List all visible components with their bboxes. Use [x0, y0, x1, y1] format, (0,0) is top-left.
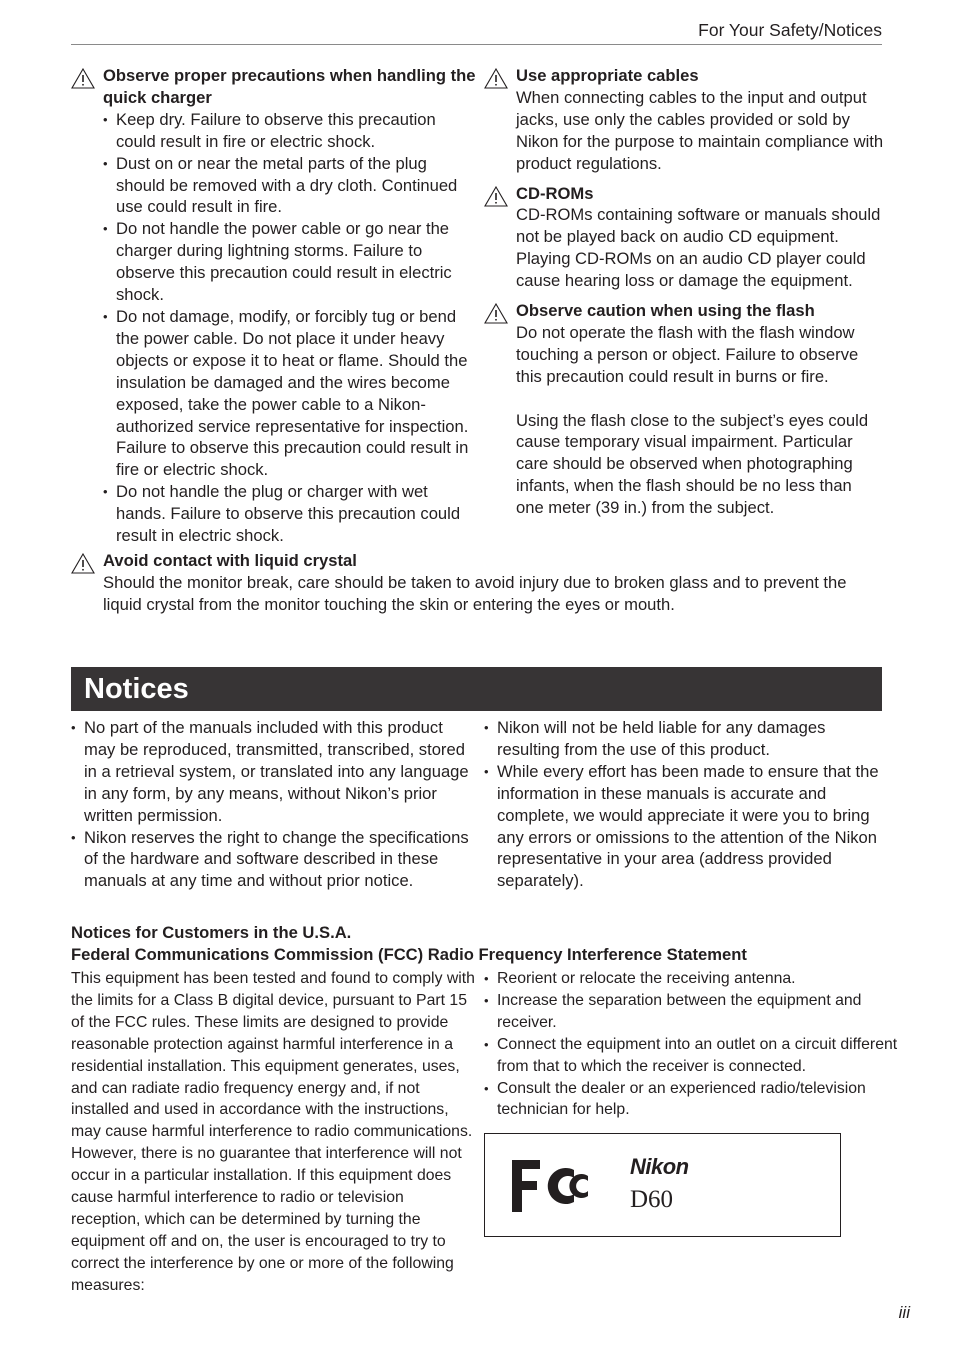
- caution-title: CD-ROMs: [516, 183, 594, 203]
- bullet-item: • Nikon reserves the right to change the specifications of the hardware and software described in these manuals at any time and without prior notice.: [71, 827, 471, 893]
- warning-triangle-icon: [484, 68, 508, 89]
- bullet-item: • Do not handle the plug or charger with wet hands. Failure to observe this precaution could result in electric shock.: [103, 481, 476, 547]
- cautions-left-column: [71, 65, 476, 555]
- notices-right-column: [484, 717, 884, 892]
- subheading-us-customers: Notices for Customers in the U.S.A.: [71, 923, 352, 942]
- brand-name: Nikon: [630, 1154, 689, 1179]
- notices-bullet-list: [484, 717, 884, 892]
- caution-body: CD-ROMs containing software or manuals should not be played back on audio CD equipment. Playing CD-ROMs on an audio CD player could cause hearing loss or damage the equipment.: [516, 205, 881, 291]
- subheading-fcc-statement: Federal Communications Commission (FCC) Radio Frequency Interference Statement: [71, 945, 747, 964]
- caution-title: Observe proper precautions when handling the quick charger: [103, 66, 476, 107]
- caution-liquid-crystal: [71, 550, 883, 624]
- caution-cd-roms: [484, 183, 884, 293]
- warning-triangle-icon: [71, 553, 95, 574]
- bullet-item: • Do not damage, modify, or forcibly tug or bend the power cable. Do not place it under heavy objects or expose it to heat or flame. Should the insulation be damaged and the wires become exposed, take the power cable to a Nikon-authorized service representative for inspection. Failure to observe this precaution could result in fire or electric shock.: [103, 306, 476, 481]
- caution-body: Should the monitor break, care should be taken to avoid injury due to broken glass and to prevent the liquid crystal from the monitor touching the skin or entering the eyes or mouth.: [103, 572, 847, 614]
- bullet-item: • Keep dry. Failure to observe this precaution could result in fire or electric shock.: [103, 109, 476, 153]
- fcc-compliance-box: [484, 1133, 841, 1237]
- warning-triangle-icon: [71, 68, 95, 89]
- page-number: iii: [898, 1303, 910, 1322]
- caution-title: Avoid contact with liquid crystal: [103, 551, 357, 570]
- fcc-measures: [484, 968, 904, 1121]
- model-name: D60: [630, 1186, 674, 1213]
- caution-liquid-crystal-block: [71, 550, 883, 616]
- fcc-headings: [71, 922, 901, 966]
- bullet-item: • While every effort has been made to ensure that the information in these manuals is accurate and complete, we would appreciate it were you to bring any errors or omissions to the attention of the Nikon representative in your area (address provided separately).: [484, 761, 884, 892]
- caution-body: Do not operate the flash with the flash window touching a person or object. Failure to observe this precaution could result in burns or fire.: [516, 322, 859, 386]
- bullet-item: • Dust on or near the metal parts of the plug should be removed with a dry cloth. Continued use could result in fire.: [103, 153, 476, 219]
- bullet-item: • No part of the manuals included with this product may be reproduced, transmitted, transcribed, stored in a retrieval system, or translated into any language in any form, by any means, without Nikon’s prior written permission.: [71, 717, 471, 827]
- notices-left-column: [71, 717, 471, 892]
- warning-triangle-icon: [484, 303, 508, 324]
- caution-title: Use appropriate cables: [516, 66, 699, 85]
- caution-bullet-list: [103, 109, 476, 547]
- caution-cables: [484, 65, 884, 175]
- bullet-item: • Reorient or relocate the receiving antenna.: [484, 968, 904, 990]
- bullet-item: • Nikon will not be held liable for any damages resulting from the use of this product.: [484, 717, 884, 761]
- bullet-item: • Increase the separation between the equipment and receiver.: [484, 990, 904, 1034]
- bullet-item: • Consult the dealer or an experienced radio/television technician for help.: [484, 1078, 904, 1122]
- notices-bullet-list: [71, 717, 471, 892]
- cautions-right-column: [484, 65, 884, 527]
- fcc-measures-list: [484, 968, 904, 1121]
- caution-flash: [484, 300, 884, 519]
- caution-body-second: Using the flash close to the subject’s eyes could cause temporary visual impairment. Particular care should be observed when photographing infants, when the flash should be no less than one meter (39 in.) from the subject.: [516, 410, 869, 518]
- notices-section-banner: [71, 667, 882, 711]
- header-rule: [71, 44, 882, 45]
- bullet-item: • Do not handle the power cable or go near the charger during lightning storms. Failure to observe this precaution could result in electric shock.: [103, 218, 476, 306]
- caution-body: When connecting cables to the input and output jacks, use only the cables provided or sold by Nikon for the purpose to maintain compliance with product regulations.: [516, 87, 884, 173]
- bullet-item: • Connect the equipment into an outlet on a circuit different from that to which the receiver is connected.: [484, 1034, 904, 1078]
- fcc-logo-icon: [510, 1156, 590, 1216]
- section-heading: Notices: [84, 673, 189, 705]
- caution-title: Observe caution when using the flash: [516, 301, 815, 321]
- warning-triangle-icon: [484, 186, 508, 207]
- caution-quick-charger: [71, 65, 476, 547]
- running-header: For Your Safety/Notices: [698, 20, 882, 40]
- fcc-statement-body: This equipment has been tested and found to comply with the limits for a Class B digital device, pursuant to Part 15 of the FCC rules. These limits are designed to provide reasonable protection against harmful interference in a residential installation. This equipment generates, uses, and can radiate radio frequency energy and, if not installed and used in accordance with the instructions, may cause harmful interference to radio communications. However, there is no guarantee that interference will not occur in a particular installation. If this equipment does cause harmful interference to radio or television reception, which can be determined by turning the equipment off and on, the user is encouraged to try to correct the interference by one or more of the following measures:: [71, 970, 475, 1294]
